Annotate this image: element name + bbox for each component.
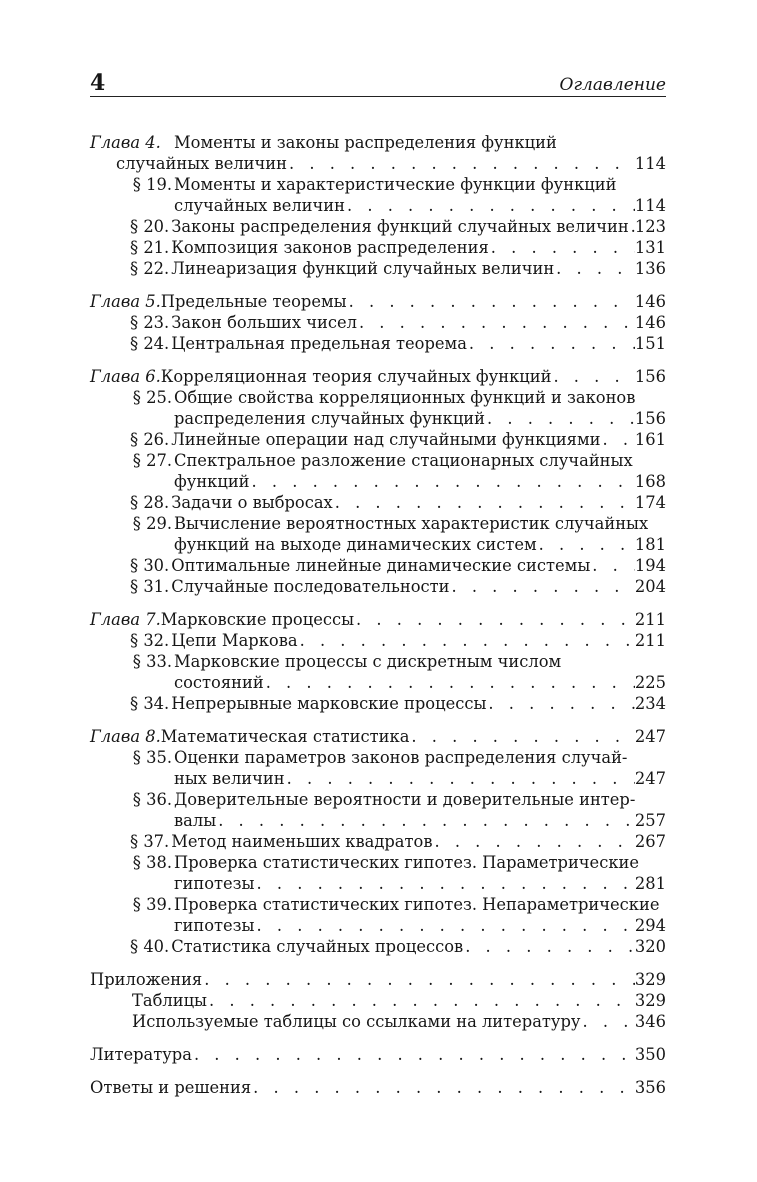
entry-title: Центральная предельная теорема (171, 334, 467, 353)
page-ref: 156 (634, 409, 666, 428)
entry-title: Линеаризация функций случайных величин (171, 259, 555, 278)
section-entry[interactable] (90, 216, 666, 237)
page-ref: 247 (634, 727, 666, 746)
entry-title: Цепи Маркова (171, 631, 298, 650)
page-ref: 350 (634, 1045, 666, 1064)
dot-leader (250, 471, 635, 492)
page-ref: 320 (634, 937, 666, 956)
group-gap (90, 1032, 666, 1044)
dot-leader (554, 258, 635, 279)
section-entry-cont[interactable] (90, 915, 666, 936)
chapter-heading[interactable] (90, 132, 666, 153)
chapter-heading[interactable] (90, 609, 666, 630)
section-number: § 22. (130, 259, 170, 278)
section-entry[interactable] (90, 312, 666, 333)
page-ref: 114 (634, 196, 666, 215)
page-ref: 204 (634, 577, 666, 596)
entry-title: Моменты и законы распределения функций (174, 133, 557, 152)
section-number: § 24. (130, 334, 170, 353)
group-gap (90, 279, 666, 291)
dot-leader (207, 990, 635, 1011)
dot-leader (467, 333, 635, 354)
entry-title: Оценки параметров законов распределения случай- (174, 748, 628, 767)
section-entry[interactable] (90, 450, 666, 471)
section-entry[interactable] (90, 237, 666, 258)
entry-title: Общие свойства корреляционных функций и законов (174, 388, 636, 407)
chapter-label: Глава 7. (90, 610, 161, 629)
section-number: § 36. (132, 790, 172, 809)
page-ref: 234 (634, 694, 666, 713)
page-ref: 151 (634, 334, 666, 353)
group-gap (90, 354, 666, 366)
section-entry-cont[interactable] (90, 672, 666, 693)
dot-leader (409, 726, 635, 747)
entry-title: Предельные теоремы (160, 292, 347, 311)
page-ref: 161 (634, 430, 666, 449)
chapter-label: Глава 4. (90, 133, 161, 152)
dot-leader (485, 408, 635, 429)
section-entry[interactable] (90, 387, 666, 408)
dot-leader (285, 768, 635, 789)
page-ref: 329 (634, 970, 666, 989)
section-entry[interactable] (90, 789, 666, 810)
dot-leader (255, 915, 635, 936)
entry-title: Ответы и решения (90, 1078, 252, 1097)
page-ref: 356 (634, 1078, 666, 1097)
dot-leader (216, 810, 635, 831)
dot-leader (551, 366, 634, 387)
entry-title: случайных величин (116, 154, 287, 173)
dot-leader (255, 873, 635, 894)
entry-title: случайных величин (174, 196, 345, 215)
section-entry-cont[interactable] (90, 471, 666, 492)
page-ref: 267 (634, 832, 666, 851)
page-ref: 123 (634, 217, 666, 236)
page-ref: 211 (634, 610, 666, 629)
dot-leader (347, 291, 635, 312)
dot-leader (449, 576, 634, 597)
section-entry-cont[interactable] (90, 810, 666, 831)
dot-leader (345, 195, 635, 216)
entry-title: ных величин (174, 769, 285, 788)
section-entry[interactable] (90, 651, 666, 672)
dot-leader (590, 555, 635, 576)
chapter-label: Глава 5. (90, 292, 161, 311)
entry-title: Закон больших чисел (171, 313, 357, 332)
page-ref: 329 (634, 991, 666, 1010)
entry-title: Статистика случайных процессов (171, 937, 464, 956)
section-entry-cont[interactable] (90, 534, 666, 555)
entry-title: Линейные операции над случайными функциями (171, 430, 601, 449)
section-number: § 30. (130, 556, 170, 575)
section-entry[interactable] (90, 894, 666, 915)
entry-title: Моменты и характеристические функции функций (174, 175, 617, 194)
dot-leader (581, 1011, 635, 1032)
dot-leader (192, 1044, 635, 1065)
section-entry[interactable] (90, 174, 666, 195)
section-number: § 28. (130, 493, 170, 512)
entry-title: Приложения (90, 970, 203, 989)
dot-leader (463, 936, 635, 957)
section-number: § 34. (130, 694, 170, 713)
dot-leader (357, 312, 635, 333)
page-ref: 257 (634, 811, 666, 830)
page-ref: 194 (634, 556, 666, 575)
page-ref: 136 (634, 259, 666, 278)
section-entry[interactable] (90, 513, 666, 534)
page-ref: 294 (634, 916, 666, 935)
entry-title: Оптимальные линейные динамические системы (171, 556, 591, 575)
entry-title: Марковские процессы (160, 610, 355, 629)
chapter-heading[interactable] (90, 726, 666, 747)
answers-entry[interactable] (90, 1077, 666, 1098)
section-number: § 26. (130, 430, 170, 449)
literature-entry[interactable] (90, 1044, 666, 1065)
dot-leader (486, 693, 635, 714)
section-entry[interactable] (90, 852, 666, 873)
entry-title: Случайные последовательности (171, 577, 450, 596)
dot-leader (432, 831, 634, 852)
section-entry-cont[interactable] (90, 408, 666, 429)
dot-leader (251, 1077, 635, 1098)
page-ref: 146 (634, 292, 666, 311)
section-entry[interactable] (90, 555, 666, 576)
dot-leader (537, 534, 635, 555)
page-number: 4 (90, 70, 106, 96)
section-number: § 19. (132, 175, 172, 194)
entry-title: функций (174, 472, 250, 491)
entry-title: гипотезы (174, 874, 255, 893)
section-entry[interactable] (90, 831, 666, 852)
page-ref: 211 (634, 631, 666, 650)
table-of-contents (90, 132, 666, 1098)
page-header (90, 68, 666, 98)
section-entry[interactable] (90, 333, 666, 354)
section-entry[interactable] (90, 492, 666, 513)
entry-title: Задачи о выбросах (171, 493, 333, 512)
page-ref: 146 (634, 313, 666, 332)
entry-title: Таблицы (132, 991, 207, 1010)
entry-title: Проверка статистических гипотез. Параметрические (174, 853, 639, 872)
entry-title: Законы распределения функций случайных величин (171, 217, 629, 236)
group-gap (90, 597, 666, 609)
entry-title: валы (174, 811, 217, 830)
section-entry[interactable] (90, 576, 666, 597)
page-ref: 247 (634, 769, 666, 788)
section-entry[interactable] (90, 258, 666, 279)
section-entry[interactable] (90, 429, 666, 450)
page-ref: 131 (634, 238, 666, 257)
section-number: § 38. (132, 853, 172, 872)
section-entry-cont[interactable] (90, 195, 666, 216)
dot-leader (298, 630, 635, 651)
chapter-label: Глава 8. (90, 727, 161, 746)
entry-title: состояний (174, 673, 264, 692)
appendix-item[interactable] (90, 990, 666, 1011)
entry-title: Композиция законов распределения (171, 238, 489, 257)
dot-leader (600, 429, 634, 450)
section-number: § 35. (132, 748, 172, 767)
entry-title: Доверительные вероятности и доверительные интер- (174, 790, 636, 809)
page-ref: 168 (634, 472, 666, 491)
section-entry[interactable] (90, 747, 666, 768)
section-number: § 27. (132, 451, 172, 470)
entry-title: Используемые таблицы со ссылками на литературу (132, 1012, 581, 1031)
page-ref: 156 (634, 367, 666, 386)
section-number: § 39. (132, 895, 172, 914)
chapter-heading-cont[interactable] (90, 153, 666, 174)
dot-leader (287, 153, 635, 174)
page-ref: 225 (634, 673, 666, 692)
entry-title: Непрерывные марковские процессы (171, 694, 487, 713)
section-entry-cont[interactable] (90, 768, 666, 789)
section-number: § 40. (130, 937, 170, 956)
group-gap (90, 714, 666, 726)
entry-title: Проверка статистических гипотез. Непараметрические (174, 895, 660, 914)
section-number: § 25. (132, 388, 172, 407)
header-rule (90, 96, 666, 97)
section-number: § 20. (130, 217, 170, 236)
group-gap (90, 1065, 666, 1077)
entry-title: Марковские процессы с дискретным числом (174, 652, 562, 671)
chapter-label: Глава 6. (90, 367, 161, 386)
section-number: § 31. (130, 577, 170, 596)
section-number: § 23. (130, 313, 170, 332)
section-entry-cont[interactable] (90, 873, 666, 894)
section-number: § 29. (132, 514, 172, 533)
section-number: § 33. (132, 652, 172, 671)
page-ref: 346 (634, 1012, 666, 1031)
chapter-heading[interactable] (90, 291, 666, 312)
entry-title: Литература (90, 1045, 192, 1064)
chapter-heading[interactable] (90, 366, 666, 387)
dot-leader (202, 969, 635, 990)
page-ref: 281 (634, 874, 666, 893)
section-number: § 37. (130, 832, 170, 851)
dot-leader (333, 492, 635, 513)
dot-leader (489, 237, 635, 258)
appendix-item[interactable] (90, 1011, 666, 1032)
section-entry[interactable] (90, 936, 666, 957)
section-entry[interactable] (90, 693, 666, 714)
appendix-heading[interactable] (90, 969, 666, 990)
section-number: § 21. (130, 238, 170, 257)
section-entry[interactable] (90, 630, 666, 651)
entry-title: Спектральное разложение стационарных случайных (174, 451, 633, 470)
page-ref: 174 (634, 493, 666, 512)
entry-title: функций на выходе динамических систем (174, 535, 537, 554)
section-number: § 32. (130, 631, 170, 650)
entry-title: Метод наименьших квадратов (171, 832, 433, 851)
dot-leader (264, 672, 635, 693)
page-ref: 181 (634, 535, 666, 554)
entry-title: Математическая статистика (160, 727, 410, 746)
entry-title: Вычисление вероятностных характеристик случайных (174, 514, 649, 533)
running-title: Оглавление (559, 75, 666, 95)
dot-leader (354, 609, 635, 630)
entry-title: Корреляционная теория случайных функций (160, 367, 552, 386)
entry-title: распределения случайных функций (174, 409, 485, 428)
entry-title: гипотезы (174, 916, 255, 935)
group-gap (90, 957, 666, 969)
page-ref: 114 (634, 154, 666, 173)
